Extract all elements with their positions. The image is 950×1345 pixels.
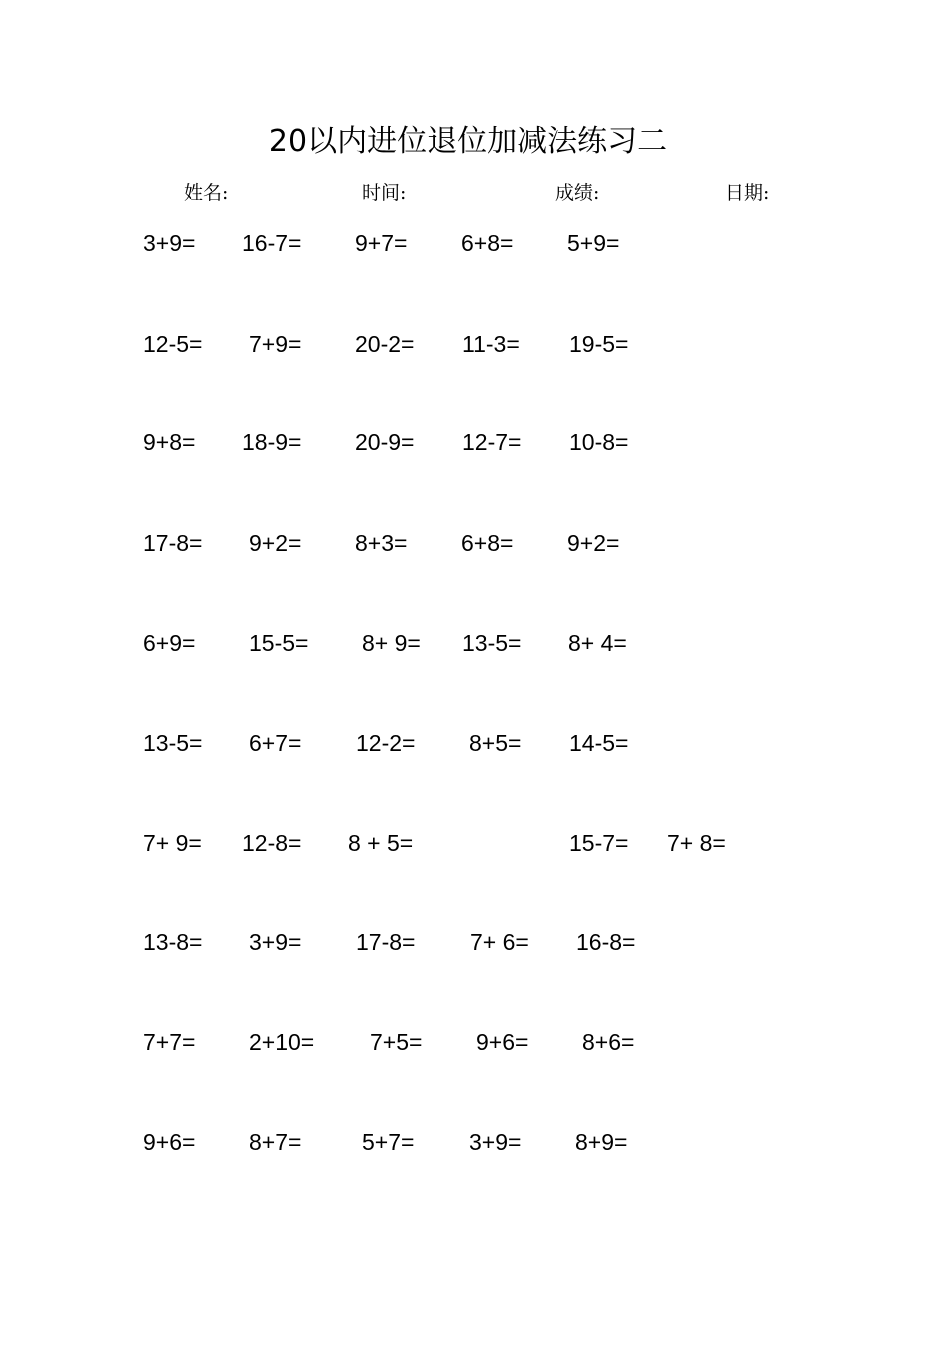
problem: 6+9= <box>143 630 196 656</box>
problem: 9+8= <box>143 429 196 455</box>
problem: 11-3= <box>462 331 520 357</box>
problem: 13-5= <box>462 630 522 656</box>
problem: 6+7= <box>249 730 302 756</box>
name-label: 姓名: <box>184 182 229 204</box>
problem: 7+ 9= <box>143 830 202 856</box>
date-label: 日期: <box>725 182 770 204</box>
problem: 19-5= <box>569 331 629 357</box>
problem: 8+5= <box>469 730 522 756</box>
problem: 6+8= <box>461 230 514 256</box>
problem: 3+9= <box>469 1129 522 1155</box>
problem: 20-9= <box>355 429 415 455</box>
problem: 8 + 5= <box>348 830 414 856</box>
problem: 5+9= <box>567 230 620 256</box>
problem: 8+6= <box>582 1029 635 1055</box>
score-label: 成绩: <box>555 182 600 204</box>
problem: 2+10= <box>249 1029 315 1055</box>
problem: 15-5= <box>249 630 309 656</box>
problem: 9+7= <box>355 230 408 256</box>
time-label: 时间: <box>362 182 407 204</box>
problem: 9+6= <box>143 1129 196 1155</box>
problem: 13-8= <box>143 929 203 955</box>
problem: 20-2= <box>355 331 415 357</box>
problem: 15-7= <box>569 830 629 856</box>
problem: 7+5= <box>370 1029 423 1055</box>
page-title: 20以内进位退位加减法练习二 <box>268 124 668 159</box>
problem: 8+3= <box>355 530 408 556</box>
problem: 17-8= <box>356 929 416 955</box>
problem: 10-8= <box>569 429 629 455</box>
problem: 8+9= <box>575 1129 628 1155</box>
problem: 8+ 4= <box>568 630 627 656</box>
problem: 17-8= <box>143 530 203 556</box>
problem: 5+7= <box>362 1129 415 1155</box>
problem: 12-5= <box>143 331 203 357</box>
problem: 13-5= <box>143 730 203 756</box>
problem: 16-8= <box>576 929 636 955</box>
problem: 7+9= <box>249 331 302 357</box>
problem: 3+9= <box>143 230 196 256</box>
problem: 12-7= <box>462 429 522 455</box>
problem: 6+8= <box>461 530 514 556</box>
problem: 12-2= <box>356 730 416 756</box>
problem: 7+ 6= <box>470 929 529 955</box>
problem: 8+ 9= <box>362 630 421 656</box>
problem: 9+6= <box>476 1029 529 1055</box>
problem: 3+9= <box>249 929 302 955</box>
problem: 14-5= <box>569 730 629 756</box>
problem: 7+7= <box>143 1029 196 1055</box>
problem: 16-7= <box>242 230 302 256</box>
problem: 9+2= <box>249 530 302 556</box>
problem: 8+7= <box>249 1129 302 1155</box>
problem: 12-8= <box>242 830 302 856</box>
problem: 18-9= <box>242 429 302 455</box>
problem: 7+ 8= <box>667 830 726 856</box>
problem: 9+2= <box>567 530 620 556</box>
